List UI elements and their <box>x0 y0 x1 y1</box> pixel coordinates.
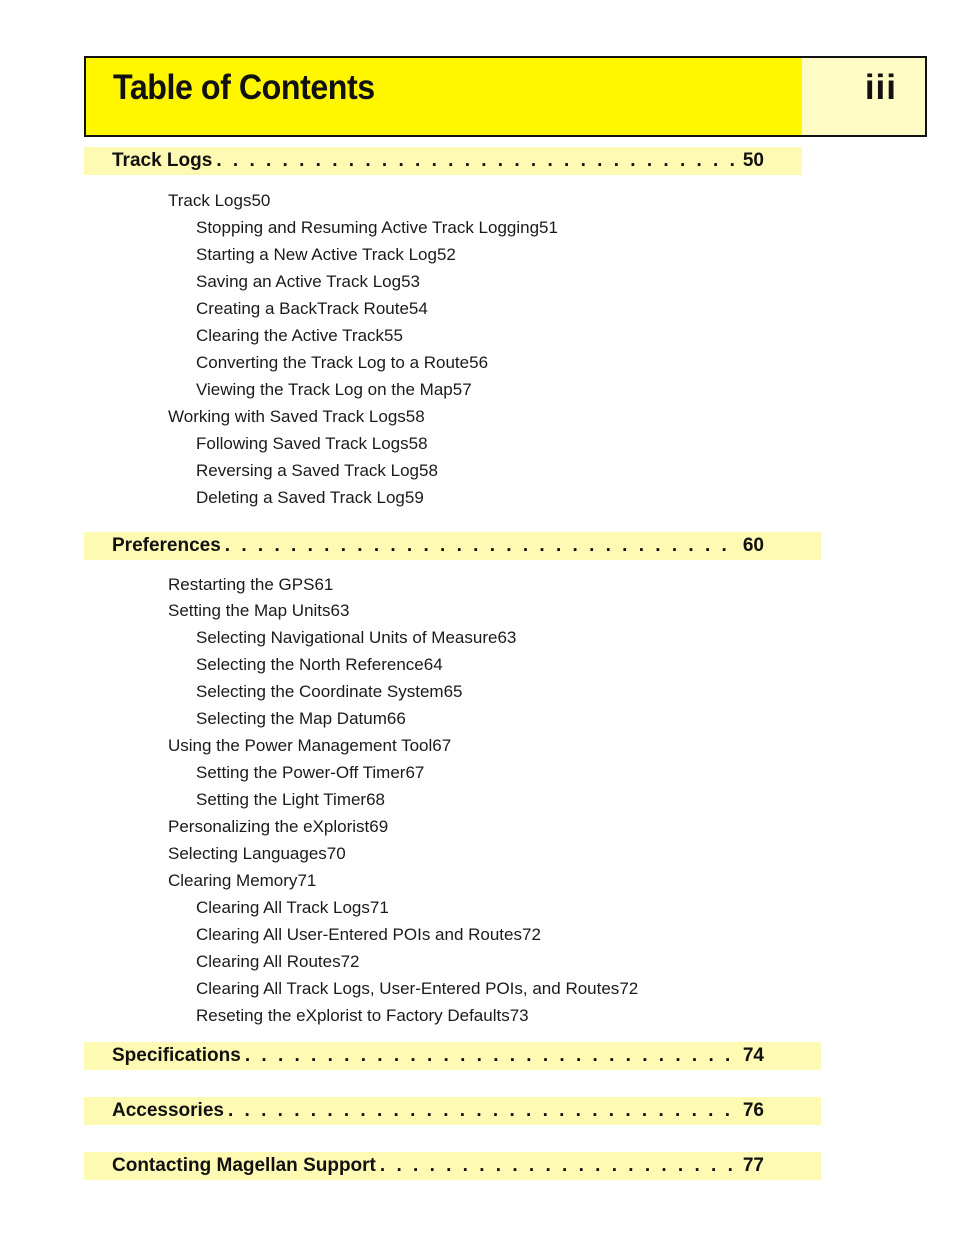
page-number-box <box>802 58 925 135</box>
entry-title: Setting the Map Units <box>168 601 331 620</box>
section-page: 77 <box>742 1155 764 1176</box>
toc-entry[interactable] <box>196 787 784 813</box>
toc-section-preferences[interactable] <box>84 532 821 560</box>
toc-entry[interactable] <box>168 404 784 430</box>
entry-page: 72 <box>522 925 541 944</box>
entry-title: Selecting the Map Datum <box>196 709 387 728</box>
toc-section-contacting-support[interactable] <box>84 1152 821 1180</box>
entry-page: 63 <box>497 628 517 647</box>
entry-title: Converting the Track Log to a Route <box>196 353 470 372</box>
entry-title: Saving an Active Track Log <box>196 272 402 291</box>
entry-title: Clearing All Track Logs, User-Entered POIs, and Routes <box>196 979 620 998</box>
toc-entry[interactable] <box>196 269 784 295</box>
entry-title: Setting the Power-Off Timer <box>196 763 406 782</box>
section-page: 50 <box>742 150 764 171</box>
entry-title: Selecting Languages <box>168 844 327 863</box>
toc-entry[interactable] <box>168 868 784 894</box>
entry-page: 51 <box>539 218 558 237</box>
entry-title: Setting the Light Timer <box>196 790 367 809</box>
entry-page: 73 <box>509 1006 529 1025</box>
entry-page: 66 <box>386 709 406 728</box>
dot-leader <box>245 1045 739 1067</box>
entry-page: 58 <box>408 434 428 453</box>
entry-page: 68 <box>366 790 386 809</box>
toc-entry[interactable] <box>196 895 784 921</box>
toc-entry[interactable] <box>196 242 784 268</box>
entry-page: 50 <box>251 191 271 210</box>
entry-page: 58 <box>405 407 425 426</box>
dot-leader <box>228 1100 739 1122</box>
entry-title: Restarting the GPS <box>168 575 315 594</box>
toc-entry[interactable] <box>196 215 784 241</box>
entry-page: 54 <box>408 299 428 318</box>
section-title: Contacting Magellan Support <box>112 1155 376 1176</box>
page-title: Table of Contents <box>113 68 375 107</box>
entry-page: 61 <box>314 575 334 594</box>
toc-entry[interactable] <box>196 706 784 732</box>
section-title: Preferences <box>112 535 221 556</box>
entry-title: Personalizing the eXplorist <box>168 817 370 836</box>
entry-page: 72 <box>619 979 639 998</box>
section-page: 74 <box>742 1045 764 1066</box>
entry-page: 58 <box>419 461 438 480</box>
entry-page: 71 <box>297 871 317 890</box>
entry-page: 71 <box>369 898 389 917</box>
entry-page: 53 <box>401 272 420 291</box>
toc-entry[interactable] <box>196 679 784 705</box>
toc-entry[interactable] <box>196 1003 784 1029</box>
toc-entry[interactable] <box>168 733 784 759</box>
entry-title: Working with Saved Track Logs <box>168 407 406 426</box>
toc-entry[interactable] <box>196 377 784 403</box>
entry-title: Deleting a Saved Track Log <box>196 488 405 507</box>
dot-leader <box>225 535 739 557</box>
toc-section-track-logs[interactable] <box>84 147 802 175</box>
toc-entry[interactable] <box>196 323 784 349</box>
toc-entry[interactable] <box>196 949 784 975</box>
entry-title: Using the Power Management Tool <box>168 736 433 755</box>
section-page: 60 <box>742 535 764 556</box>
entry-page: 63 <box>330 601 350 620</box>
toc-entry[interactable] <box>168 598 784 624</box>
entry-page: 55 <box>384 326 403 345</box>
entry-page: 52 <box>436 245 456 264</box>
entry-title: Clearing Memory <box>168 871 298 890</box>
toc-entry[interactable] <box>196 922 784 948</box>
entry-title: Following Saved Track Logs <box>196 434 409 453</box>
entry-page: 59 <box>404 488 424 507</box>
entry-title: Track Logs <box>168 191 252 210</box>
toc-entry[interactable] <box>196 485 784 511</box>
entry-page: 70 <box>326 844 346 863</box>
entry-page: 69 <box>369 817 389 836</box>
toc-entry[interactable] <box>168 572 784 598</box>
entry-title: Selecting the Coordinate System <box>196 682 444 701</box>
entry-page: 65 <box>443 682 463 701</box>
toc-entry[interactable] <box>196 458 784 484</box>
entry-title: Creating a BackTrack Route <box>196 299 409 318</box>
entry-page: 56 <box>469 353 489 372</box>
toc-entry[interactable] <box>196 431 784 457</box>
toc-section-specifications[interactable] <box>84 1042 821 1070</box>
toc-entry[interactable] <box>196 652 784 678</box>
toc-entry[interactable] <box>168 814 784 840</box>
entry-title: Clearing the Active Track <box>196 326 385 345</box>
entry-title: Viewing the Track Log on the Map <box>196 380 453 399</box>
toc-entry[interactable] <box>196 625 784 651</box>
entry-title: Reversing a Saved Track Log <box>196 461 420 480</box>
entry-title: Selecting the North Reference <box>196 655 424 674</box>
page-number: iii <box>864 68 897 107</box>
section-title: Specifications <box>112 1045 241 1066</box>
entry-page: 57 <box>452 380 472 399</box>
toc-entry[interactable] <box>196 296 784 322</box>
toc-entry[interactable] <box>196 760 784 786</box>
dot-leader <box>380 1155 739 1177</box>
toc-section-accessories[interactable] <box>84 1097 821 1125</box>
entry-title: Reseting the eXplorist to Factory Defaults <box>196 1006 510 1025</box>
entry-page: 67 <box>405 763 425 782</box>
entry-page: 67 <box>432 736 452 755</box>
entry-title: Clearing All Track Logs <box>196 898 370 917</box>
section-title: Accessories <box>112 1100 224 1121</box>
section-page: 76 <box>742 1100 764 1121</box>
toc-entry[interactable] <box>168 188 784 214</box>
entry-title: Selecting Navigational Units of Measure <box>196 628 498 647</box>
entry-title: Starting a New Active Track Log <box>196 245 437 264</box>
toc-entry[interactable] <box>168 841 784 867</box>
toc-header <box>84 56 927 137</box>
toc-entry[interactable] <box>196 350 784 376</box>
entry-page: 72 <box>340 952 360 971</box>
entry-title: Clearing All User-Entered POIs and Routes <box>196 925 522 944</box>
dot-leader <box>216 150 739 172</box>
toc-entry[interactable] <box>196 976 784 1002</box>
entry-title: Stopping and Resuming Active Track Logging <box>196 218 540 237</box>
entry-title: Clearing All Routes <box>196 952 341 971</box>
section-title: Track Logs <box>112 150 213 171</box>
entry-page: 64 <box>423 655 443 674</box>
